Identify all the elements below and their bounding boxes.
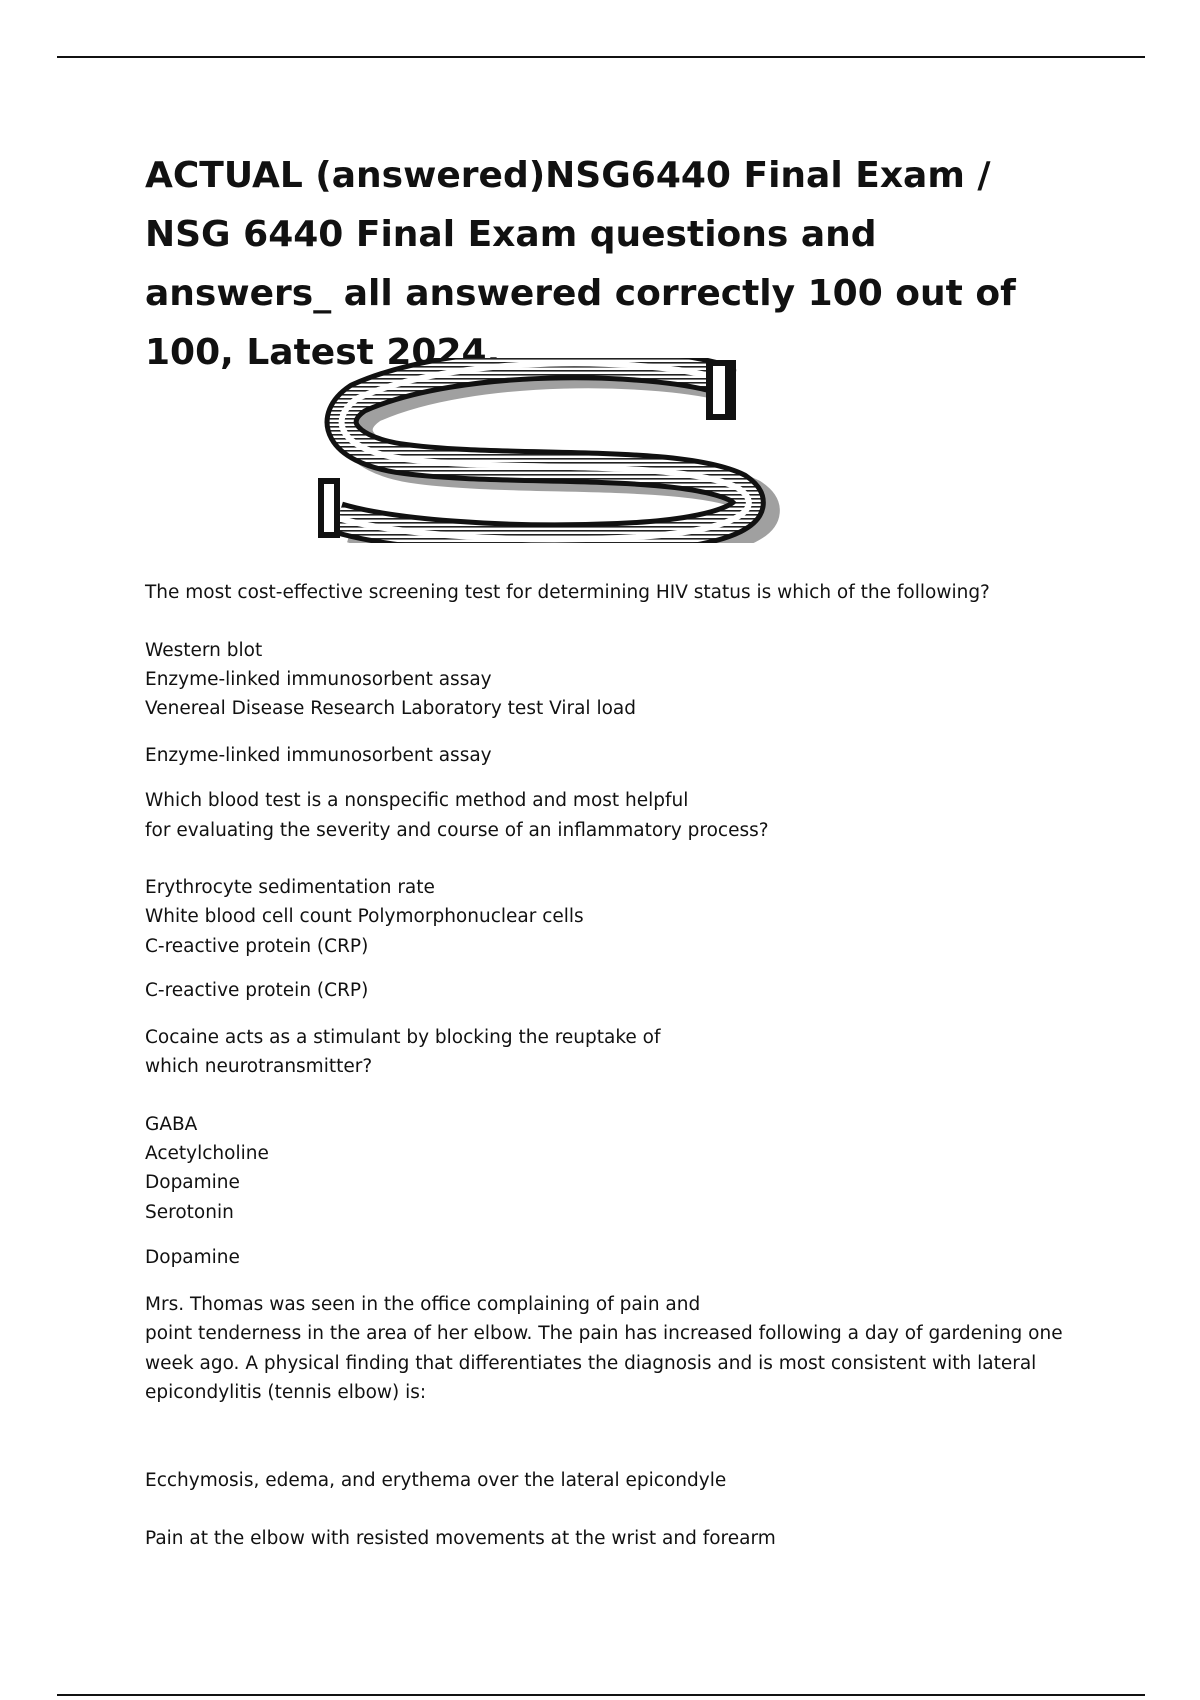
question-2-answer: C-reactive protein (CRP)	[145, 980, 369, 1001]
question-2-text: for evaluating the severity and course of an inflammatory process?	[145, 820, 769, 841]
question-2-text: Which blood test is a nonspecific method and most helpful	[145, 790, 689, 811]
question-1-option: Enzyme-linked immunosorbent assay	[145, 669, 492, 690]
question-2-option: Erythrocyte sedimentation rate	[145, 877, 435, 898]
decorative-s-logo-icon	[318, 358, 803, 543]
question-3-option: Acetylcholine	[145, 1143, 269, 1164]
question-3-option: GABA	[145, 1114, 198, 1135]
question-3-option: Dopamine	[145, 1172, 240, 1193]
question-4-text: epicondylitis (tennis elbow) is:	[145, 1382, 427, 1403]
document-title: ACTUAL (answered)NSG6440 Final Exam / NSG 6440 Final Exam questions and answers_ all answered correctly 100 out of 100, Latest 2024.	[145, 155, 1016, 373]
bottom-rule	[57, 1694, 1145, 1696]
question-1-option: Western blot	[145, 640, 263, 661]
question-4-option: Pain at the elbow with resisted movements at the wrist and forearm	[145, 1528, 776, 1549]
top-rule	[57, 56, 1145, 58]
question-3-text: Cocaine acts as a stimulant by blocking the reuptake of	[145, 1027, 661, 1048]
question-1-answer: Enzyme-linked immunosorbent assay	[145, 745, 492, 766]
question-3-option: Serotonin	[145, 1202, 234, 1223]
question-4-text: week ago. A physical finding that differentiates the diagnosis and is most consistent with lateral	[145, 1353, 1037, 1374]
question-4-text: point tenderness in the area of her elbow. The pain has increased following a day of gardening one	[145, 1323, 1063, 1344]
question-4-text: Mrs. Thomas was seen in the office complaining of pain and	[145, 1294, 701, 1315]
question-2-option: C-reactive protein (CRP)	[145, 936, 369, 957]
question-1-text: The most cost-effective screening test for determining HIV status is which of the following?	[145, 582, 990, 603]
question-2-option: White blood cell count Polymorphonuclear cells	[145, 906, 584, 927]
question-1-option: Venereal Disease Research Laboratory test Viral load	[145, 698, 636, 719]
question-4-option: Ecchymosis, edema, and erythema over the lateral epicondyle	[145, 1470, 727, 1491]
question-3-answer: Dopamine	[145, 1247, 240, 1268]
question-3-text: which neurotransmitter?	[145, 1056, 373, 1077]
